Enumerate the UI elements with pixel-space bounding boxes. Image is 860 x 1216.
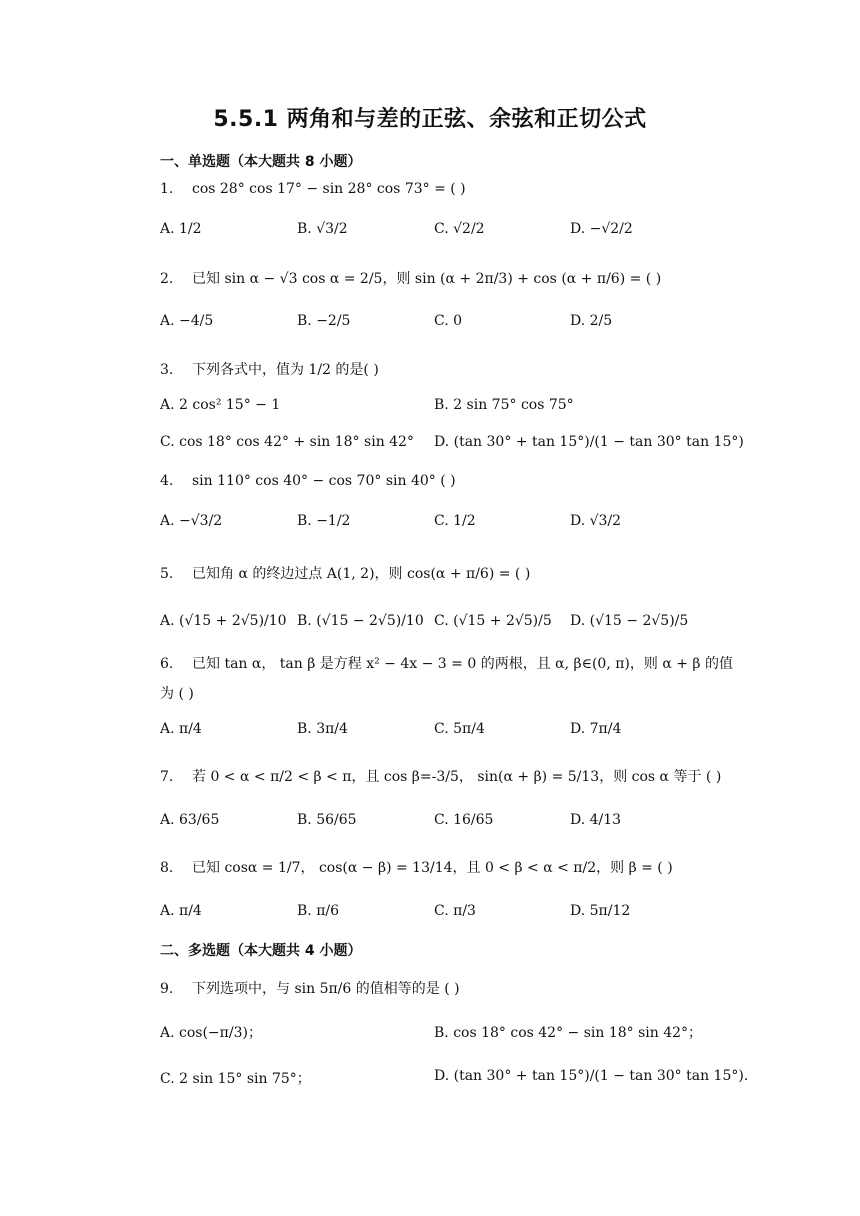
section-heading-multiple-choice: 二、多选题（本大题共 4 小题） (160, 943, 362, 959)
option-b: B. (√15 − 2√5)/10 (297, 613, 424, 629)
option-b: B. −2/5 (297, 313, 351, 329)
option-a: A. 1/2 (160, 221, 202, 237)
question-stem: 为 ( ) (160, 686, 194, 702)
question-8 (160, 857, 673, 877)
option-b: B. 3π/4 (297, 721, 348, 737)
question-5 (160, 563, 530, 583)
option-d: D. −√2/2 (570, 221, 633, 237)
option-a: A. −4/5 (160, 313, 214, 329)
question-stem: cos 28° cos 17° − sin 28° cos 73° = ( ) (192, 181, 466, 197)
option-b: B. 56/65 (297, 812, 357, 828)
option-d: D. √3/2 (570, 513, 622, 529)
option-d: D. (tan 30° + tan 15°)/(1 − tan 30° tan 15°) (434, 434, 744, 450)
option-c: C. 0 (434, 313, 463, 329)
option-c: C. (√15 + 2√5)/5 (434, 613, 552, 629)
option-a: A. π/4 (160, 721, 202, 737)
option-d: D. (√15 − 2√5)/5 (570, 613, 689, 629)
option-c: C. 2 sin 15° sin 75°； (160, 1071, 311, 1087)
option-d: D. 2/5 (570, 313, 613, 329)
option-b: B. π/6 (297, 903, 340, 919)
question-4 (160, 473, 456, 489)
option-b: B. 2 sin 75° cos 75° (434, 397, 574, 413)
option-c: C. cos 18° cos 42° + sin 18° sin 42° (160, 434, 414, 450)
question-number: 1. (160, 181, 174, 197)
page-title: 5.5.1 两角和与差的正弦、余弦和正切公式 (213, 107, 647, 132)
option-c: C. 16/65 (434, 812, 494, 828)
question-number: 2. (160, 271, 174, 287)
question-number: 3. (160, 362, 174, 378)
question-stem: 下列选项中，与 sin 5π/6 的值相等的是 ( ) (192, 981, 460, 997)
option-b: B. cos 18° cos 42° − sin 18° sin 42°； (434, 1025, 703, 1041)
question-stem: 已知 sin α − √3 cos α = 2/5，则 sin (α + 2π/3) + cos (α + π/6) = ( ) (192, 271, 662, 287)
question-number: 8. (160, 860, 174, 876)
option-a: A. cos(−π/3)； (160, 1025, 262, 1041)
question-6-continuation (160, 683, 194, 703)
question-number: 9. (160, 981, 174, 997)
question-9 (160, 978, 460, 998)
option-c: C. 1/2 (434, 513, 476, 529)
question-3 (160, 359, 379, 379)
question-number: 7. (160, 769, 174, 785)
option-d: D. 4/13 (570, 812, 622, 828)
question-stem: 若 0 < α < π/2 < β < π，且 cos β=-3/5， sin(α + β) = 5/13，则 cos α 等于 ( ) (192, 769, 722, 785)
option-c: C. π/3 (434, 903, 476, 919)
question-stem: 下列各式中，值为 1/2 的是( ) (192, 362, 379, 378)
question-stem: 已知 cosα = 1/7， cos(α − β) = 13/14，且 0 < β < α < π/2，则 β = ( ) (192, 860, 673, 876)
question-6 (160, 653, 733, 673)
option-d: D. 5π/12 (570, 903, 631, 919)
question-number: 6. (160, 656, 174, 672)
question-stem: 已知 tan α， tan β 是方程 x² − 4x − 3 = 0 的两根，且 α, β∈(0, π)，则 α + β 的值 (192, 656, 733, 672)
question-number: 5. (160, 566, 174, 582)
option-d: D. 7π/4 (570, 721, 622, 737)
question-stem: 已知角 α 的终边过点 A(1, 2)，则 cos(α + π/6) = ( ) (192, 566, 531, 582)
option-a: A. −√3/2 (160, 513, 223, 529)
option-b: B. √3/2 (297, 221, 348, 237)
option-a: A. (√15 + 2√5)/10 (160, 613, 287, 629)
option-a: A. 2 cos² 15° − 1 (160, 397, 281, 413)
option-c: C. √2/2 (434, 221, 485, 237)
question-number: 4. (160, 473, 174, 489)
option-b: B. −1/2 (297, 513, 351, 529)
section-heading-single-choice: 一、单选题（本大题共 8 小题） (160, 154, 362, 170)
question-7 (160, 766, 721, 786)
question-stem: sin 110° cos 40° − cos 70° sin 40° ( ) (192, 473, 456, 489)
option-a: A. 63/65 (160, 812, 220, 828)
option-a: A. π/4 (160, 903, 202, 919)
question-2 (160, 268, 661, 288)
question-1 (160, 181, 466, 197)
option-c: C. 5π/4 (434, 721, 485, 737)
option-d: D. (tan 30° + tan 15°)/(1 − tan 30° tan 15°). (434, 1068, 749, 1084)
